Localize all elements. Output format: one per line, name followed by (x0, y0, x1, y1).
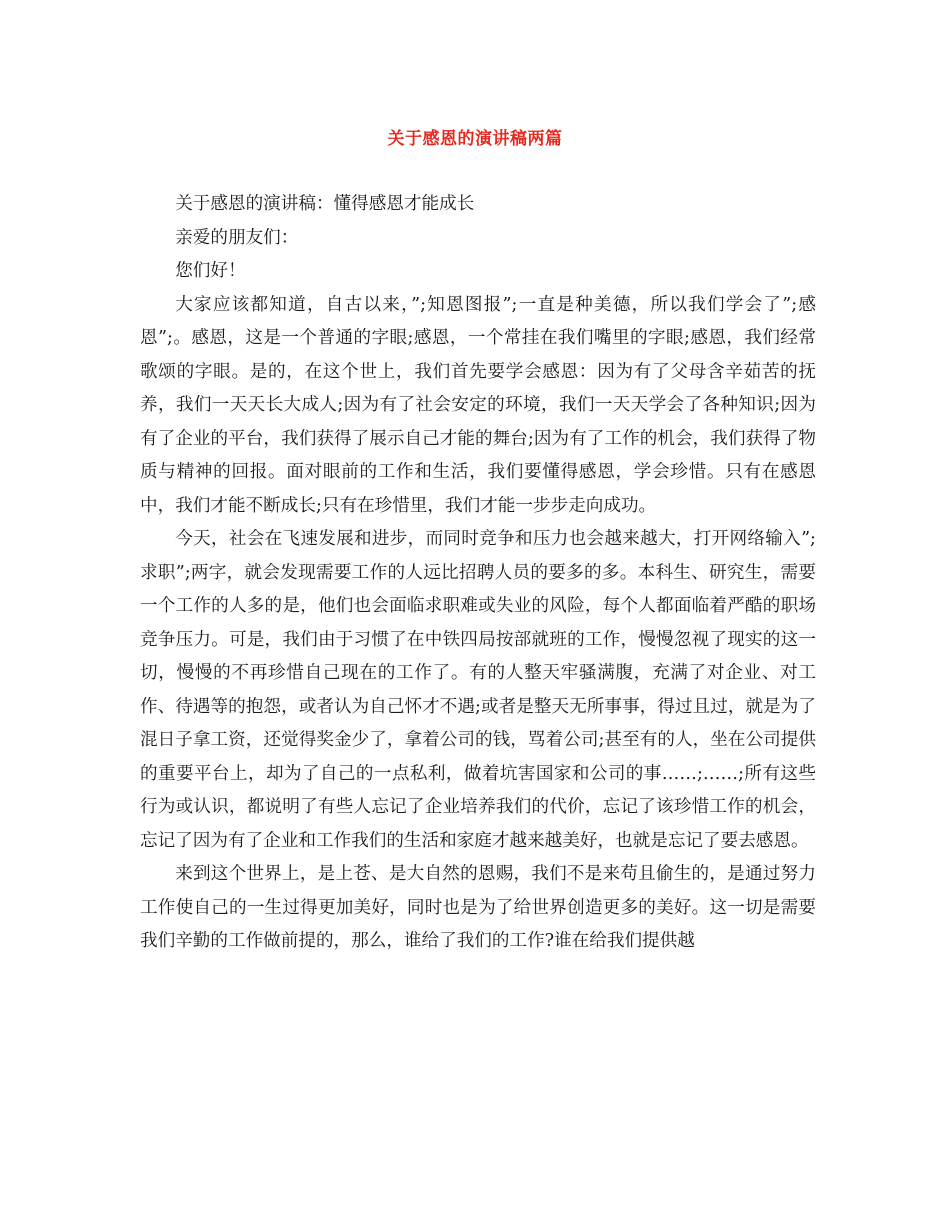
body-paragraph: 大家应该都知道，自古以来，”;知恩图报”;一直是种美德，所以我们学会了”;感恩”;。感恩，这是一个普通的字眼;感恩，一个常挂在我们嘴里的字眼;感恩，我们经常歌颂的字眼。是的，在这个世上，我们首先要学会感恩：因为有了父母含辛茹苦的抚养，我们一天天长大成人;因为有了社会安定的环境，我们一天天学会了各种知识;因为有了企业的平台，我们获得了展示自己才能的舞台;因为有了工作的机会，我们获得了物质与精神的回报。面对眼前的工作和生活，我们要懂得感恩，学会珍惜。只有在感恩中，我们才能不断成长;只有在珍惜里，我们才能一步步走向成功。 (140, 294, 816, 516)
document-body (140, 188, 816, 959)
greeting-paragraph: 您们好！ (175, 261, 246, 281)
body-paragraph: 来到这个世界上，是上苍、是大自然的恩赐，我们不是来苟且偷生的，是通过努力工作使自己的一生过得更加美好，同时也是为了给世界创造更多的美好。这一切是需要我们辛勤的工作做前提的，那么，谁给了我们的工作?谁在给我们提供越 (140, 864, 816, 951)
body-paragraph: 今天，社会在飞速发展和进步，而同时竞争和压力也会越来越大，打开网络输入”;求职”;两字，就会发现需要工作的人远比招聘人员的要多的多。本科生、研究生，需要一个工作的人多的是，他们也会面临求职难或失业的风险，每个人都面临着严酷的职场竞争压力。可是，我们由于习惯了在中铁四局按部就班的工作，慢慢忽视了现实的这一切，慢慢的不再珍惜自己现在的工作了。有的人整天牢骚满腹，充满了对企业、对工作、待遇等的抱怨，或者认为自己怀才不遇;或者是整天无所事事，得过且过，就是为了混日子拿工资，还觉得奖金少了，拿着公司的钱，骂着公司;甚至有的人，坐在公司提供的重要平台上，却为了自己的一点私利，做着坑害国家和公司的事……;……;所有这些行为或认识，都说明了有些人忘记了企业培养我们的代价，忘记了该珍惜工作的机会，忘记了因为有了企业和工作我们的生活和家庭才越来越美好，也就是忘记了要去感恩。 (140, 529, 816, 851)
salutation-paragraph: 亲爱的朋友们： (175, 227, 299, 248)
document-title: 关于感恩的演讲稿两篇 (387, 129, 563, 149)
subtitle-paragraph: 关于感恩的演讲稿：懂得感恩才能成长 (175, 194, 475, 214)
